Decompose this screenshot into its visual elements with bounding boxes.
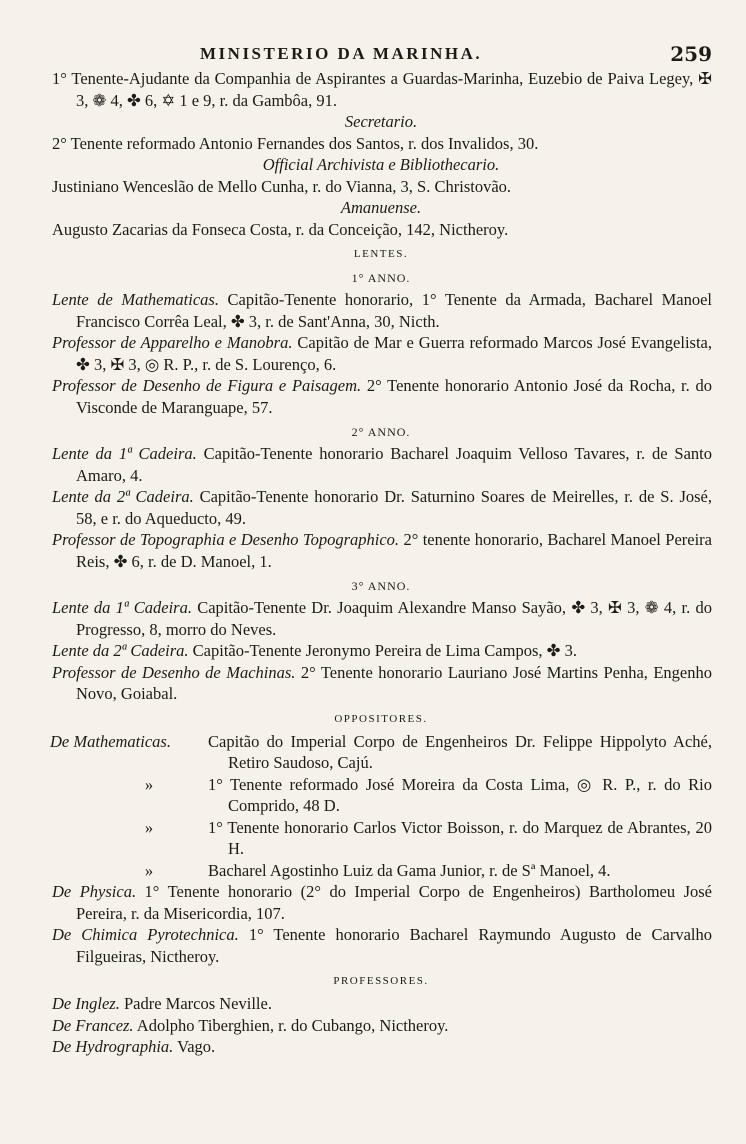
entry-lente (50, 529, 712, 572)
entry-secretario: 2° Tenente reformado Antonio Fernandes dos Santos, r. dos Invalidos, 30. (52, 133, 539, 153)
oppositor-row (50, 731, 712, 774)
oppositor-text: 1° Tenente honorario (2° do Imperial Corpo de Engenheiros) Bartholomeu José Pereira, r. da Misericordia, 107. (76, 882, 712, 923)
oppositor-label: De Chimica Pyrotechnica. (52, 925, 239, 944)
entry-label: Professor de Desenho de Machinas. (52, 662, 296, 682)
entry-text: Capitão-Tenente Jeronymo Pereira de Lima Campos, ✤ 3. (188, 641, 577, 660)
oppositor-row (50, 774, 712, 817)
page-header (50, 34, 712, 68)
professor-label: De Hydrographia. (52, 1037, 174, 1056)
heading-secretario: Secretario. (344, 112, 418, 131)
professor-label: De Inglez. (52, 994, 120, 1013)
entry-lente (50, 662, 712, 705)
page-number: 259 (670, 42, 712, 66)
professor-row (50, 993, 712, 1015)
professor-label: De Francez. (52, 1015, 134, 1035)
entry-label: Professor de Apparelho e Manobra. (52, 333, 293, 352)
entry-text: Capitão-Tenente honorario Bacharel Joaquim Velloso Tavares, r. de Santo Amaro, 4. (76, 444, 712, 485)
entry-label: Lente da 2ª Cadeira. (52, 641, 189, 660)
entry-lente (50, 332, 712, 375)
entry-lente (50, 443, 712, 486)
oppositor-row (50, 881, 712, 924)
section-lentes: LENTES. (353, 248, 409, 260)
entry-amanuense: Augusto Zacarias da Fonseca Costa, r. da Conceição, 142, Nictheroy. (52, 219, 509, 239)
entry-label: Lente da 1ª Cadeira. (52, 598, 192, 617)
year-3-heading: 3° ANNO. (351, 579, 411, 593)
entry-text: Capitão-Tenente Dr. Joaquim Alexandre Manso Sayão, ✤ 3, ✠ 3, ❁ 4, r. do Progresso, 8, morro do Neves. (76, 598, 712, 639)
entry-lente (50, 640, 712, 662)
entry-ajudante: 1° Tenente-Ajudante da Companhia de Aspirantes a Guardas-Marinha, Euzebio de Paiva Legey, ✠ 3, ❁ 4, ✤ 6, ✡ 1 e 9, r. da Gambôa, 91. (52, 69, 712, 110)
oppositor-row (50, 860, 712, 882)
entry-lente (50, 289, 712, 332)
oppositor-label: » (144, 860, 154, 880)
professor-row (50, 1015, 712, 1037)
entry-text: Capitão-Tenente honorario Dr. Saturnino Soares de Meirelles, r. de S. José, 58, e r. do Aqueducto, 49. (76, 487, 712, 528)
oppositor-label: » (144, 817, 154, 837)
year-1-heading: 1° ANNO. (351, 271, 411, 285)
entry-lente (50, 597, 712, 640)
oppositor-row (50, 924, 712, 967)
entry-text: 2° Tenente honorario Antonio José da Rocha, r. do Visconde de Maranguape, 57. (76, 376, 712, 417)
oppositor-text: 1° Tenente reformado José Moreira da Costa Lima, ◎ R. P., r. do Rio Comprido, 48 D. (208, 774, 712, 815)
oppositor-label: » (144, 774, 154, 794)
professor-text: Adolpho Tiberghien, r. do Cubango, Nictheroy. (133, 1015, 449, 1035)
professor-row (50, 1036, 712, 1058)
entry-text: Capitão de Mar e Guerra reformado Marcos José Evangelista, ✤ 3, ✠ 3, ◎ R. P., r. de S. Lourenço, 6. (76, 333, 712, 374)
oppositor-text: Bacharel Agostinho Luiz da Gama Junior, r. de Sª Manoel, 4. (208, 860, 611, 880)
professor-text: Vago. (173, 1037, 216, 1056)
oppositor-text: 1° Tenente honorario Carlos Victor Boisson, r. do Marquez de Abrantes, 20 H. (208, 817, 712, 858)
section-professores: PROFESSORES. (333, 975, 429, 987)
entry-label: Lente da 1ª Cadeira. (52, 444, 197, 463)
oppositor-label: De Mathematicas. (50, 731, 171, 751)
running-title: MINISTERIO DA MARINHA. (200, 44, 483, 63)
entry-text: 2° Tenente honorario Lauriano José Martins Penha, Engenho Novo, Goiabal. (76, 662, 712, 703)
entry-lente (50, 486, 712, 529)
oppositor-label: De Physica. (52, 882, 137, 901)
heading-archivista: Official Archivista e Bibliothecario. (262, 155, 500, 174)
section-oppositores: OPPOSITORES. (334, 712, 428, 725)
entry-label: Lente de Mathematicas. (52, 290, 219, 309)
entry-label: Lente da 2ª Cadeira. (52, 487, 194, 506)
heading-amanuense: Amanuense. (340, 198, 422, 217)
entry-archivista: Justiniano Wenceslão de Mello Cunha, r. do Vianna, 3, S. Christovão. (52, 176, 512, 196)
entry-label: Professor de Topographia e Desenho Topographico. (52, 530, 400, 549)
oppositor-text: 1° Tenente honorario Bacharel Raymundo Augusto de Carvalho Filgueiras, Nictheroy. (76, 925, 712, 966)
entry-text: 2° tenente honorario, Bacharel Manoel Pereira Reis, ✤ 6, r. de D. Manoel, 1. (76, 530, 712, 571)
professor-text: Padre Marcos Neville. (119, 994, 272, 1013)
entry-lente (50, 375, 712, 418)
oppositor-text: Capitão do Imperial Corpo de Engenheiros Dr. Felippe Hippolyto Aché, Retiro Saudoso, Cajú. (208, 731, 712, 772)
oppositor-row (50, 817, 712, 860)
entry-text: Capitão-Tenente honorario, 1° Tenente da Armada, Bacharel Manoel Francisco Corrêa Leal, ✤ 3, r. de Sant'Anna, 30, Nicth. (76, 290, 713, 331)
year-2-heading: 2° ANNO. (351, 425, 411, 439)
entry-label: Professor de Desenho de Figura e Paisagem. (52, 376, 362, 395)
